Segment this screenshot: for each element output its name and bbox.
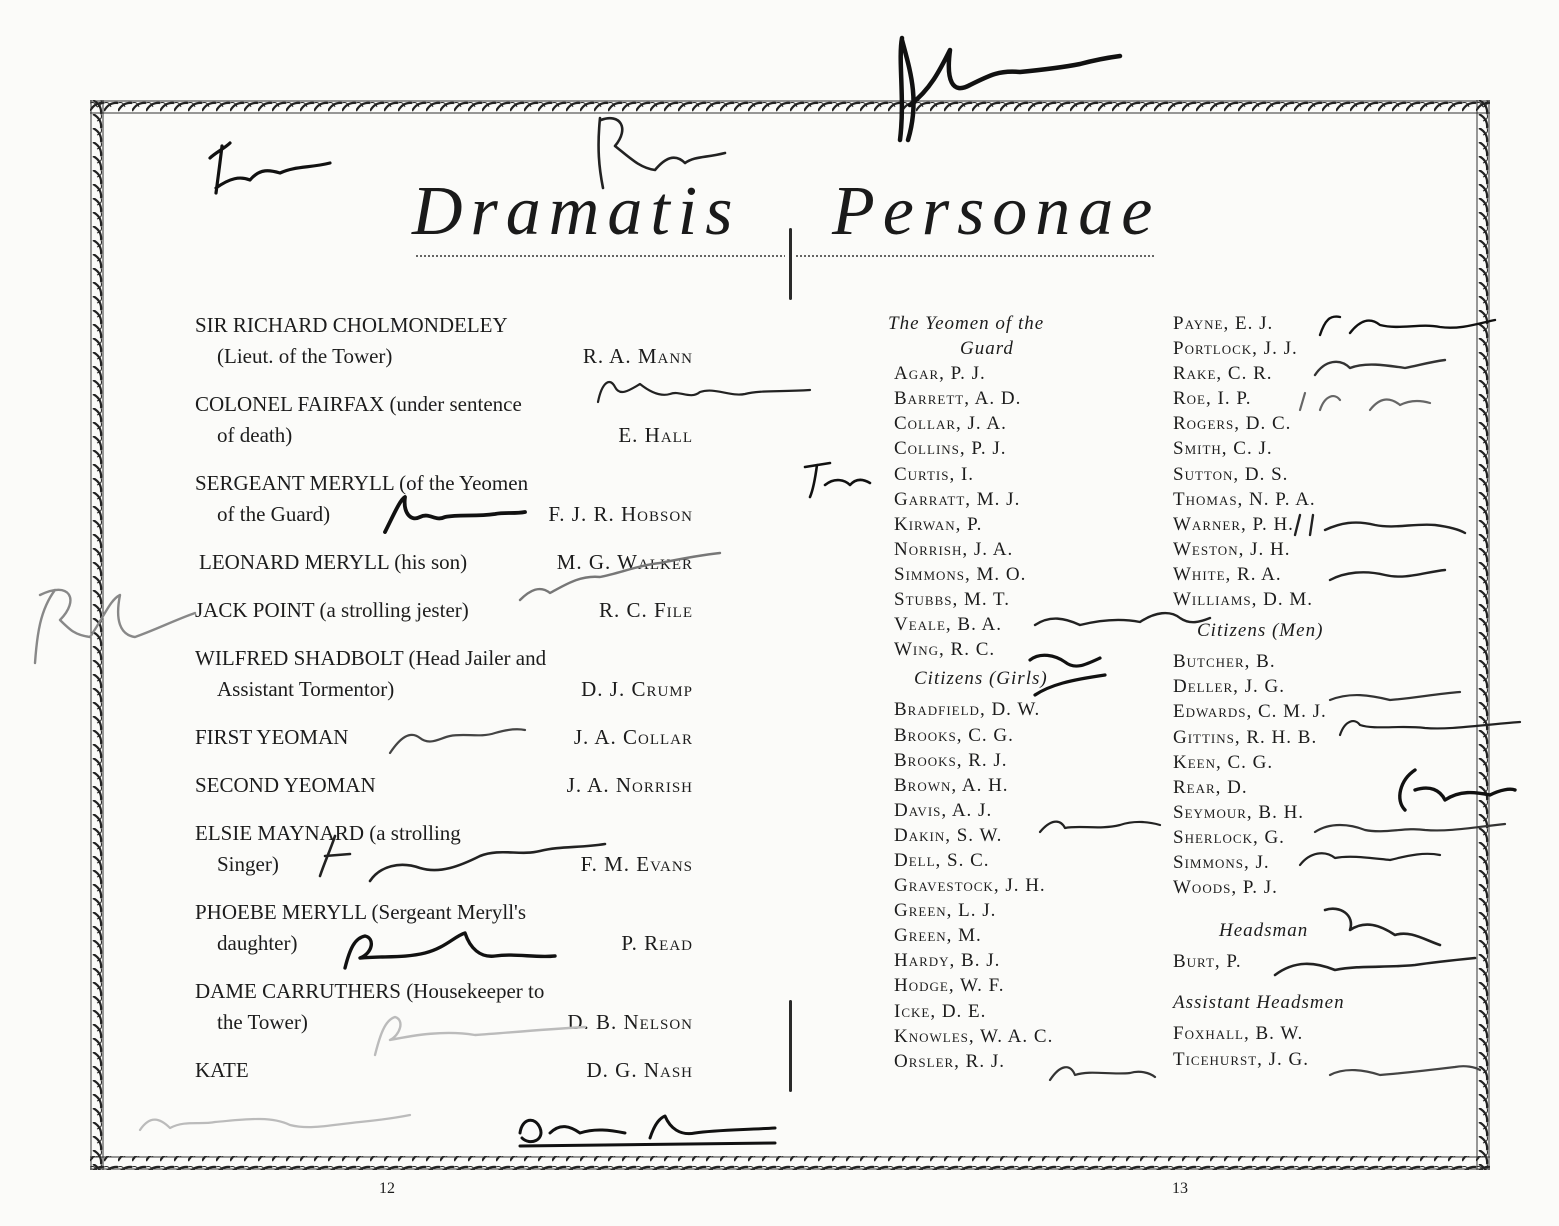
actor-name: D. G. Nash	[586, 1058, 693, 1082]
title-left-word: Dramatis	[412, 173, 741, 250]
section-heading-assistant-headsmen: Assistant Headsmen	[1173, 992, 1345, 1014]
list-item: Weston, J. H.	[1173, 538, 1291, 560]
list-item: Foxhall, B. W.	[1173, 1023, 1304, 1045]
role-description: the Tower)	[217, 1010, 308, 1034]
list-item: Veale, B. A.	[894, 614, 1003, 636]
girls-list	[888, 697, 1053, 1073]
title-right-word: Personae	[832, 173, 1161, 250]
role-entry	[195, 818, 695, 880]
list-item: Garratt, M. J.	[894, 488, 1021, 510]
list-item: Keen, C. G.	[1173, 751, 1274, 773]
list-item: Hardy, B. J.	[894, 950, 1001, 972]
list-item: Ticehurst, J. G.	[1173, 1048, 1310, 1070]
list-item: Sherlock, G.	[1173, 826, 1285, 848]
list-item: Thomas, N. P. A.	[1173, 488, 1316, 510]
list-item: Davis, A. J.	[894, 799, 993, 821]
list-item: Deller, J. G.	[1173, 676, 1286, 698]
role-entry	[195, 976, 695, 1038]
actor-name: F. M. Evans	[580, 852, 693, 876]
list-item: Green, L. J.	[894, 900, 997, 922]
list-item: Kirwan, P.	[894, 513, 983, 535]
list-item: Brooks, R. J.	[894, 749, 1008, 771]
role-description: Singer)	[217, 852, 279, 876]
role-description: of death)	[217, 423, 293, 447]
actor-name: R. A. Mann	[582, 344, 693, 368]
section-heading-men: Citizens (Men)	[1197, 620, 1324, 642]
page-number-left: 12	[379, 1180, 395, 1197]
actor-name: J. A. Norrish	[566, 773, 693, 797]
list-item: Norrish, J. A.	[894, 538, 1014, 560]
role-entry	[195, 722, 695, 753]
list-item: Barrett, A. D.	[894, 388, 1022, 410]
list-item: Icke, D. E.	[894, 1000, 987, 1022]
role-name: FIRST YEOMAN	[195, 725, 349, 749]
list-item: Brown, A. H.	[894, 774, 1009, 796]
list-item: White, R. A.	[1173, 563, 1282, 585]
role-entry	[195, 468, 695, 530]
page-number-right: 13	[1172, 1180, 1188, 1197]
list-item: Brooks, C. G.	[894, 724, 1014, 746]
list-item: Smith, C. J.	[1173, 438, 1273, 460]
role-entry	[195, 1055, 695, 1086]
list-item: Simmons, J.	[1173, 851, 1270, 873]
list-item: Orsler, R. J.	[894, 1050, 1005, 1072]
actor-name: R. C. File	[598, 598, 693, 622]
role-name: SERGEANT MERYLL (of the Yeomen	[195, 471, 529, 495]
list-item: Bradfield, D. W.	[894, 699, 1041, 721]
list-item: Agar, P. J.	[894, 363, 986, 385]
list-item: Collins, P. J.	[894, 438, 1007, 460]
list-item: Gittins, R. H. B.	[1173, 726, 1318, 748]
actor-name: E. Hall	[618, 423, 693, 447]
role-entry	[195, 770, 695, 801]
fold-mark-bottom	[789, 1000, 792, 1092]
list-item: Dell, S. C.	[894, 849, 990, 871]
title-dotted-rule-left	[415, 255, 785, 257]
list-item: Stubbs, M. T.	[894, 589, 1010, 611]
role-name: PHOEBE MERYLL (Sergeant Meryll's	[195, 900, 527, 924]
role-name: WILFRED SHADBOLT (Head Jailer and	[195, 646, 547, 670]
role-name: JACK POINT (a strolling jester)	[195, 598, 469, 622]
role-description: (Lieut. of the Tower)	[217, 344, 393, 368]
list-item: Woods, P. J.	[1173, 877, 1278, 899]
list-item: Rear, D.	[1173, 776, 1248, 798]
list-item: Edwards, C. M. J.	[1173, 701, 1327, 723]
role-name: SECOND YEOMAN	[195, 773, 376, 797]
list-item: Wing, R. C.	[894, 639, 996, 661]
actor-name: F. J. R. Hobson	[548, 502, 693, 526]
actor-name: M. G. Walker	[556, 550, 693, 574]
role-description: of the Guard)	[217, 502, 331, 526]
role-name: COLONEL FAIRFAX (under sentence	[195, 392, 522, 416]
list-item: Payne, E. J.	[1173, 313, 1274, 334]
role-entry	[195, 595, 695, 626]
list-item: Roe, I. P.	[1173, 388, 1252, 410]
section-heading-girls: Citizens (Girls)	[914, 668, 1048, 690]
list-item: Simmons, M. O.	[894, 563, 1027, 585]
section-heading-yeomen-cont: Guard	[960, 338, 1014, 360]
role-name: DAME CARRUTHERS (Housekeeper to	[195, 979, 545, 1003]
role-entry	[195, 643, 695, 705]
role-description: daughter)	[217, 931, 298, 955]
role-entry	[195, 389, 695, 451]
actor-name: P. Read	[621, 931, 693, 955]
list-item: Rogers, D. C.	[1173, 413, 1292, 435]
list-item: Knowles, W. A. C.	[894, 1025, 1054, 1047]
section-heading-headsman: Headsman	[1219, 920, 1309, 942]
role-name: ELSIE MAYNARD (a strolling	[195, 821, 461, 845]
actor-name: D. J. Crump	[581, 677, 693, 701]
list-item: Sutton, D. S.	[1173, 463, 1289, 485]
list-item: Seymour, B. H.	[1173, 801, 1305, 823]
fold-mark-top	[789, 228, 792, 300]
role-name: KATE	[195, 1058, 249, 1082]
list-item: Warner, P. H.	[1173, 513, 1294, 535]
list-item: Rake, C. R.	[1173, 363, 1273, 385]
role-entry	[195, 310, 695, 372]
yeomen-list-cont	[1173, 311, 1345, 612]
role-name: SIR RICHARD CHOLMONDELEY	[195, 313, 508, 337]
list-item: Curtis, I.	[894, 463, 975, 485]
list-item: Butcher, B.	[1173, 651, 1276, 673]
section-heading-yeomen: The Yeomen of the	[888, 313, 1045, 334]
actor-name: D. B. Nelson	[567, 1010, 693, 1034]
list-item: Burt, P.	[1173, 951, 1242, 973]
chorus-column-2	[1173, 311, 1345, 1072]
cast-list	[195, 310, 695, 1103]
list-item: Collar, J. A.	[894, 413, 1007, 435]
list-item: Williams, D. M.	[1173, 589, 1314, 611]
list-item: Gravestock, J. H.	[894, 875, 1046, 897]
men-list	[1173, 649, 1345, 900]
role-name: LEONARD MERYLL (his son)	[199, 550, 468, 574]
chorus-column-1	[888, 311, 1053, 1074]
role-description: Assistant Tormentor)	[217, 677, 395, 701]
list-item: Hodge, W. F.	[894, 975, 1005, 997]
role-entry	[195, 547, 695, 578]
yeomen-list	[888, 361, 1053, 662]
actor-name: J. A. Collar	[573, 725, 693, 749]
list-item: Green, M.	[894, 925, 982, 947]
title-dotted-rule-right	[795, 255, 1155, 257]
role-entry	[195, 897, 695, 959]
list-item: Portlock, J. J.	[1173, 338, 1298, 360]
list-item: Dakin, S. W.	[894, 824, 1003, 846]
